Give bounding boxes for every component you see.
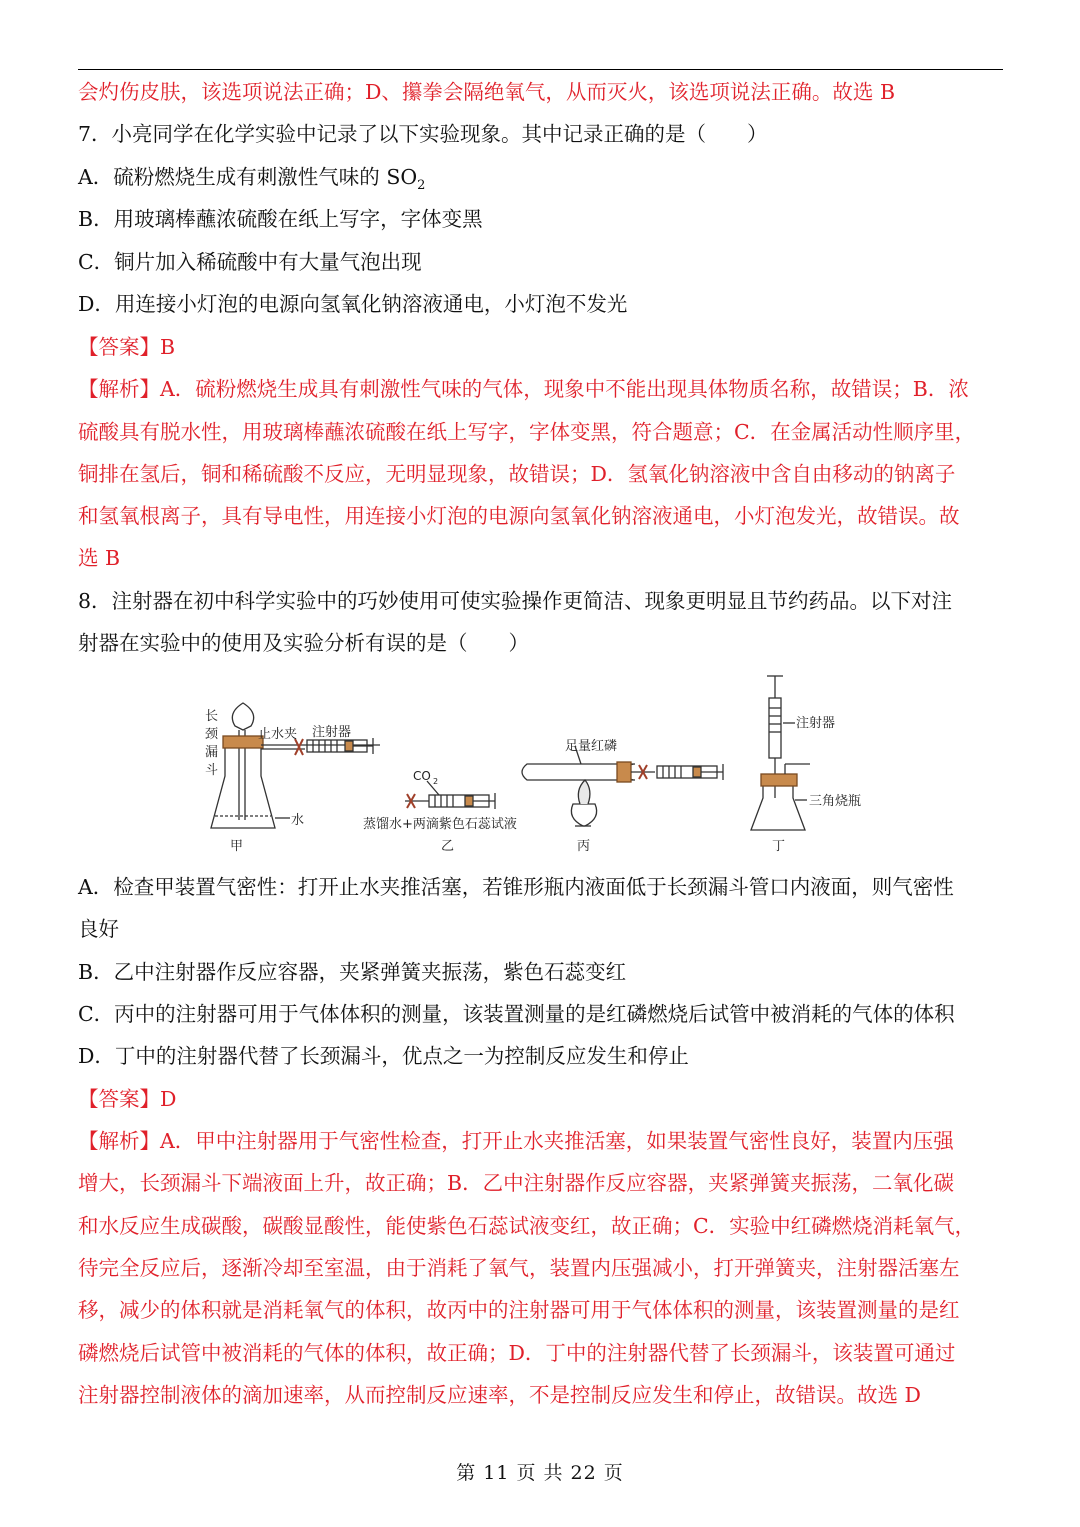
prev-explanation-tail: 会灼伤皮肤，该选项说法正确；D、攥拳会隔绝氧气，从而灭火，该选项说法正确。故选 B: [78, 80, 896, 104]
label-clamp: 止水夹: [258, 727, 298, 742]
q7-explanation-line: 选 B: [78, 546, 121, 570]
q8-stem-line: 8．注射器在初中科学实验中的巧妙使用可使实验操作更简洁、现象更明显且节约药品。以下对注: [78, 589, 953, 613]
q8-option-d: D．丁中的注射器代替了长颈漏斗，优点之一为控制反应发生和停止: [78, 1044, 689, 1068]
apparatus-bing: [522, 746, 723, 826]
q8-explanation-line: 待完全反应后，逐渐冷却至室温，由于消耗了氧气，装置内压强减小，打开弹簧夹，注射器活塞左: [78, 1256, 960, 1280]
q7-explanation-line: 【解析】A．硫粉燃烧生成具有刺激性气味的气体，现象中不能出现具体物质名称，故错误；B．浓: [78, 377, 969, 401]
q7-explanation-line: 铜排在氢后，铜和稀硫酸不反应，无明显现象，故错误；D．氢氧化钠溶液中含自由移动的钠离子: [78, 462, 956, 486]
apparatus-figure: [195, 668, 915, 858]
q8-explanation-line: 增大，长颈漏斗下端液面上升，故正确；B．乙中注射器作反应容器，夹紧弹簧夹振荡，二氧化碳: [78, 1171, 955, 1195]
q8-option-b: B．乙中注射器作反应容器，夹紧弹簧夹振荡，紫色石蕊变红: [78, 960, 627, 984]
q8-option-c: C．丙中的注射器可用于气体体积的测量，该装置测量的是红磷燃烧后试管中被消耗的气体的体积: [78, 1002, 955, 1026]
label-phosphorus: 足量红磷: [565, 739, 618, 754]
label-water: 水: [291, 813, 305, 828]
q8-explanation-line: 【解析】A．甲中注射器用于气密性检查，打开止水夹推活塞，如果装置气密性良好，装置内压强: [78, 1129, 954, 1153]
caption-bing: 丙: [577, 839, 591, 854]
q7-option-a: [78, 162, 1008, 201]
q8-stem-line: 射器在实验中的使用及实验分析有误的是（ ）: [78, 631, 529, 655]
label-syringe-jia: 注射器: [312, 725, 352, 740]
apparatus-ding: [751, 676, 810, 830]
q8-option-a-line: A．检查甲装置气密性：打开止水夹推活塞，若锥形瓶内液面低于长颈漏斗管口内液面，则气密性: [78, 875, 954, 899]
q7-answer: 【答案】B: [78, 335, 176, 359]
label-flask: 三角烧瓶: [809, 794, 862, 809]
label-funnel-3: 漏: [205, 745, 219, 760]
q7-option-a-sub: 2: [417, 178, 426, 194]
q7-option-a-text: A．硫粉燃烧生成有刺激性气味的 SO: [78, 165, 418, 189]
apparatus-jia: [211, 703, 380, 828]
q8-answer: 【答案】D: [78, 1087, 177, 1111]
q7-stem: 7．小亮同学在化学实验中记录了以下实验现象。其中记录正确的是（ ）: [78, 122, 768, 146]
apparatus-diagram: [195, 668, 915, 858]
label-funnel-2: 颈: [205, 727, 219, 742]
label-funnel-4: 斗: [205, 763, 219, 778]
q8-explanation-line: 磷燃烧后试管中被消耗的气体的体积，故正确；D．丁中的注射器代替了长颈漏斗，该装置可通过: [78, 1341, 956, 1365]
header-rule: [78, 69, 1003, 70]
q8-explanation-line: 和水反应生成碳酸，碳酸显酸性，能使紫色石蕊试液变红，故正确；C．实验中红磷燃烧消耗氧气，: [78, 1214, 976, 1238]
label-co2: CO: [413, 769, 431, 783]
q7-option-d: D．用连接小灯泡的电源向氢氧化钠溶液通电，小灯泡不发光: [78, 292, 628, 316]
q7-explanation-line: 硫酸具有脱水性，用玻璃棒蘸浓硫酸在纸上写字，字体变黑，符合题意；C．在金属活动性顺序里，: [78, 420, 976, 444]
q7-option-c: C．铜片加入稀硫酸中有大量气泡出现: [78, 250, 422, 274]
q8-explanation-line: 移，减少的体积就是消耗氧气的体积，故丙中的注射器可用于气体体积的测量，该装置测量的是红: [78, 1298, 960, 1322]
label-co2-sub: 2: [433, 777, 439, 786]
caption-ding: 丁: [772, 839, 786, 854]
caption-jia: 甲: [230, 839, 244, 854]
q7-explanation-line: 和氢氧根离子，具有导电性，用连接小灯泡的电源向氢氧化钠溶液通电，小灯泡发光，故错误。故: [78, 504, 960, 528]
label-funnel-1: 长: [205, 709, 219, 724]
q8-option-a-line: 良好: [78, 917, 119, 941]
label-litmus: 蒸馏水+两滴紫色石蕊试液: [363, 817, 517, 832]
apparatus-yi: [405, 781, 495, 809]
q7-option-b: B．用玻璃棒蘸浓硫酸在纸上写字，字体变黑: [78, 207, 483, 231]
page-footer: 第 11 页 共 22 页: [456, 1462, 624, 1484]
label-syringe-ding: 注射器: [796, 716, 836, 731]
q8-explanation-line: 注射器控制液体的滴加速率，从而控制反应速率，不是控制反应发生和停止，故错误。故选 D: [78, 1383, 921, 1407]
caption-yi: 乙: [441, 839, 455, 854]
